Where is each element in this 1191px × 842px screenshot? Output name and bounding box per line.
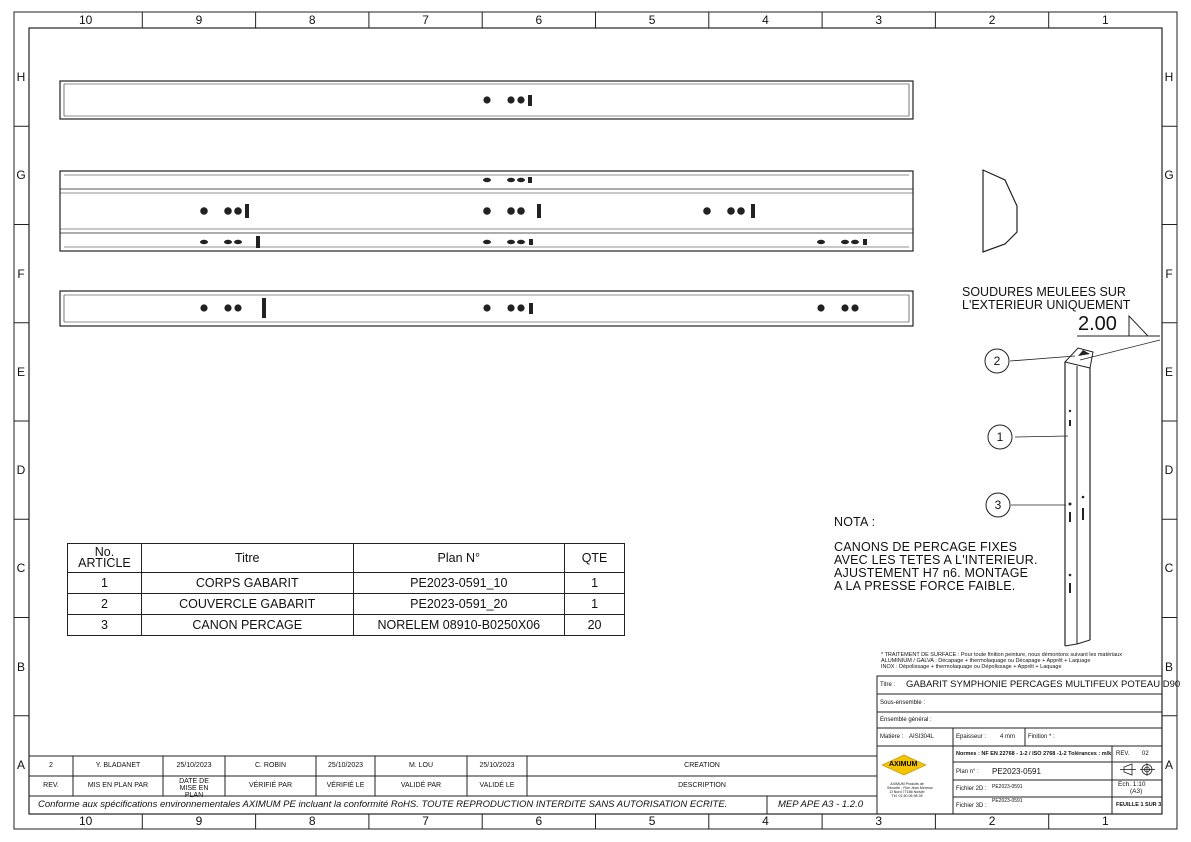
weld-note-line1: SOUDURES MEULEES SUR: [962, 285, 1126, 299]
zone-column-label: 2: [988, 13, 996, 27]
zone-row-label: B: [16, 659, 25, 674]
address-line: ZI Nord 77186 Noisiel: [889, 790, 925, 794]
view-top-bar: [60, 81, 913, 119]
rev-description: CREATION: [684, 762, 720, 769]
company-address: [887, 782, 933, 798]
zone-row-label: D: [1164, 463, 1174, 478]
zone-row-label: E: [1164, 364, 1173, 379]
bom-cell-qte: 1: [565, 594, 625, 615]
tb-matiere: AISI304L: [909, 734, 934, 740]
view-bottom-bar: [60, 291, 913, 326]
zone-column-label: 8: [308, 814, 316, 828]
zone-column-label: 8: [308, 13, 316, 27]
zone-column-label: 5: [648, 13, 656, 27]
zone-column-label: 4: [762, 814, 769, 828]
tb-finition-label: Finition * :: [1028, 734, 1055, 740]
weld-size: 2.00: [1078, 313, 1117, 335]
zone-column-label: 7: [422, 13, 429, 27]
nota-line: AVEC LES TETES A L'INTERIEUR.: [834, 553, 1038, 567]
bom-header-row: [68, 544, 625, 573]
tb-f2d: PE2023-0591: [992, 784, 1023, 790]
template-version: MEP APE A3 - 1.2.0: [778, 799, 864, 810]
conformity-note: Conforme aux spécifications environnementales AXIMUM PE incluant la conformité RoHS. TOUTE REPRODUCTION INTERDITE SANS AUTORISATION ECRITE.: [38, 799, 728, 810]
tb-titre: GABARIT SYMPHONIE PERCAGES MULTIFEUX POTEAU D90: [906, 679, 1181, 690]
rev-validated-by: M. LOU: [408, 762, 434, 769]
tb-f3d-label: Fichier 3D :: [956, 803, 987, 809]
zone-column-label: 6: [535, 13, 543, 27]
nota-title: NOTA :: [834, 515, 876, 529]
zone-column-label: 1: [1102, 13, 1109, 27]
rev-checked-date: 25/10/2023: [327, 762, 364, 769]
weld-note: [962, 286, 1130, 312]
tb-plan-label: Plan n° :: [956, 769, 979, 775]
zone-column-label: 3: [875, 814, 883, 828]
weld-note-line2: L'EXTERIEUR UNIQUEMENT: [962, 298, 1131, 312]
rev-header: REV.: [43, 782, 59, 789]
rev-header: VALIDÉ LE: [479, 782, 515, 789]
zone-row-label: B: [1164, 659, 1173, 674]
tb-ensemble: Ensemble général :: [880, 717, 932, 723]
address-line: Tél. 01 60 06 98 28: [891, 794, 923, 798]
zone-column-label: 6: [535, 814, 543, 828]
end-view-profile: [983, 170, 1017, 252]
nota-body: [834, 541, 1038, 593]
isometric-post: [1065, 348, 1093, 646]
tb-f2d-label: Fichier 2D :: [956, 786, 987, 792]
projection-symbol: [1120, 763, 1155, 776]
zone-row-label: H: [1164, 70, 1174, 85]
bom-cell-plan: PE2023-0591_10: [353, 573, 565, 594]
bom-cell-plan: PE2023-0591_20: [353, 594, 565, 615]
tb-format: (A3): [1130, 788, 1143, 795]
rev-drawn-by: Y. BLADANET: [95, 762, 141, 769]
bom-cell-no: 1: [68, 573, 142, 594]
zone-column-label: 10: [78, 13, 93, 27]
zone-column-label: 9: [195, 13, 203, 27]
tb-sous-ensemble: Sous-ensemble :: [880, 700, 926, 706]
rev-header: MIS EN PLAN PAR: [87, 782, 149, 789]
bom-cell-titre: CORPS GABARIT: [141, 573, 353, 594]
rev-validated-date: 25/10/2023: [479, 762, 515, 769]
tb-titre-label: Titre :: [880, 682, 896, 688]
surface-note-line: * TRAITEMENT DE SURFACE : Pour toute finition peinture, nous démontons suivant les matériaux: [881, 652, 1122, 658]
tb-rev-label: REV.: [1116, 751, 1130, 757]
tb-epaisseur: 4 mm: [1000, 734, 1015, 740]
zone-column-label: 4: [762, 13, 769, 27]
rev-header: DESCRIPTION: [678, 782, 726, 789]
tb-matiere-label: Matière :: [880, 734, 904, 740]
zone-row-label: C: [1164, 561, 1174, 576]
bom-row: [68, 594, 625, 615]
zone-row-label: A: [16, 757, 25, 772]
zone-column-label: 7: [422, 814, 429, 828]
balloon-3-label: 3: [994, 498, 1002, 512]
zone-row-label: A: [1164, 757, 1173, 772]
zone-row-label: H: [16, 70, 26, 85]
tb-echelle: Ech. 1:10: [1118, 781, 1146, 788]
bom-cell-plan: NORELEM 08910-B0250X06: [353, 615, 565, 636]
zone-row-label: D: [16, 463, 26, 478]
zone-row-label: F: [17, 266, 25, 281]
zone-column-label: 2: [988, 814, 996, 828]
balloon-2-label: 2: [993, 354, 1001, 368]
rev-drawn-date: 25/10/2023: [176, 762, 212, 769]
nota-line: A LA PRESSE FORCE FAIBLE.: [834, 579, 1016, 593]
rev-value: 2: [49, 762, 53, 769]
tb-feuille: FEUILLE 1 SUR 3: [1116, 802, 1162, 808]
nota-line: CANONS DE PERCAGE FIXES: [834, 540, 1018, 554]
address-line: AXIMUM Produits de: [890, 782, 924, 786]
zone-column-label: 9: [195, 814, 203, 828]
bom-cell-titre: CANON PERCAGE: [141, 615, 353, 636]
bom-header-qte: QTE: [565, 544, 625, 573]
tb-plan: PE2023-0591: [992, 767, 1041, 776]
zone-row-label: C: [16, 561, 26, 576]
rev-header: VÉRIFIÉ PAR: [248, 782, 293, 789]
zone-row-label: F: [1165, 266, 1173, 281]
bom-cell-no: 3: [68, 615, 142, 636]
tb-f3d: PE2023-0591: [992, 798, 1023, 804]
address-line: Sécurité - Rue Jean Mermoz: [887, 786, 933, 790]
bom-row: [68, 615, 625, 636]
surface-note-line: INOX : Dépolissage + thermolaquage ou Dépolissage + Apprêt + Laquage: [881, 664, 1062, 670]
zone-column-label: 10: [78, 814, 93, 828]
bom-cell-titre: COUVERCLE GABARIT: [141, 594, 353, 615]
zone-row-label: E: [16, 364, 25, 379]
zone-row-label: G: [16, 168, 26, 183]
rev-header: VÉRIFIÉ LE: [326, 782, 365, 789]
bom-header-plan: Plan N°: [353, 544, 565, 573]
rev-header: VALIDÉ PAR: [400, 782, 442, 789]
zone-column-label: 5: [648, 814, 656, 828]
inner-frame: [29, 28, 1162, 814]
surface-note-line: ALUMINIUM / GALVA : Décapage + thermolaquage ou Décapage + Apprêt + Laquage: [881, 658, 1091, 664]
bom-cell-qte: 20: [565, 615, 625, 636]
zone-row-label: G: [1164, 168, 1174, 183]
bill-of-materials: [67, 543, 625, 636]
rev-checked-by: C. ROBIN: [254, 762, 287, 769]
nota-line: AJUSTEMENT H7 n6. MONTAGE: [834, 566, 1029, 580]
tb-rev: 02: [1142, 751, 1149, 757]
tb-normes: Normes : NF EN 22768 - 1-2 / ISO 2768 -1-2 Tolérances : m/k: [956, 751, 1112, 757]
balloon-1-label: 1: [996, 430, 1004, 444]
bom-header-titre: Titre: [141, 544, 353, 573]
surface-treatment-note: [881, 652, 1161, 670]
view-middle-bar: [60, 171, 913, 251]
tb-epaisseur-label: Epaisseur :: [956, 734, 987, 740]
bom-row: [68, 573, 625, 594]
bom-header-no: No. ARTICLE: [68, 544, 142, 573]
bom-cell-qte: 1: [565, 573, 625, 594]
zone-column-label: 1: [1102, 814, 1109, 828]
outer-frame: [14, 12, 1177, 829]
bom-cell-no: 2: [68, 594, 142, 615]
rev-header: DATE DE MISE EN PLAN: [179, 778, 209, 799]
logo-text: AXIMUM: [889, 761, 918, 768]
zone-column-label: 3: [875, 13, 883, 27]
